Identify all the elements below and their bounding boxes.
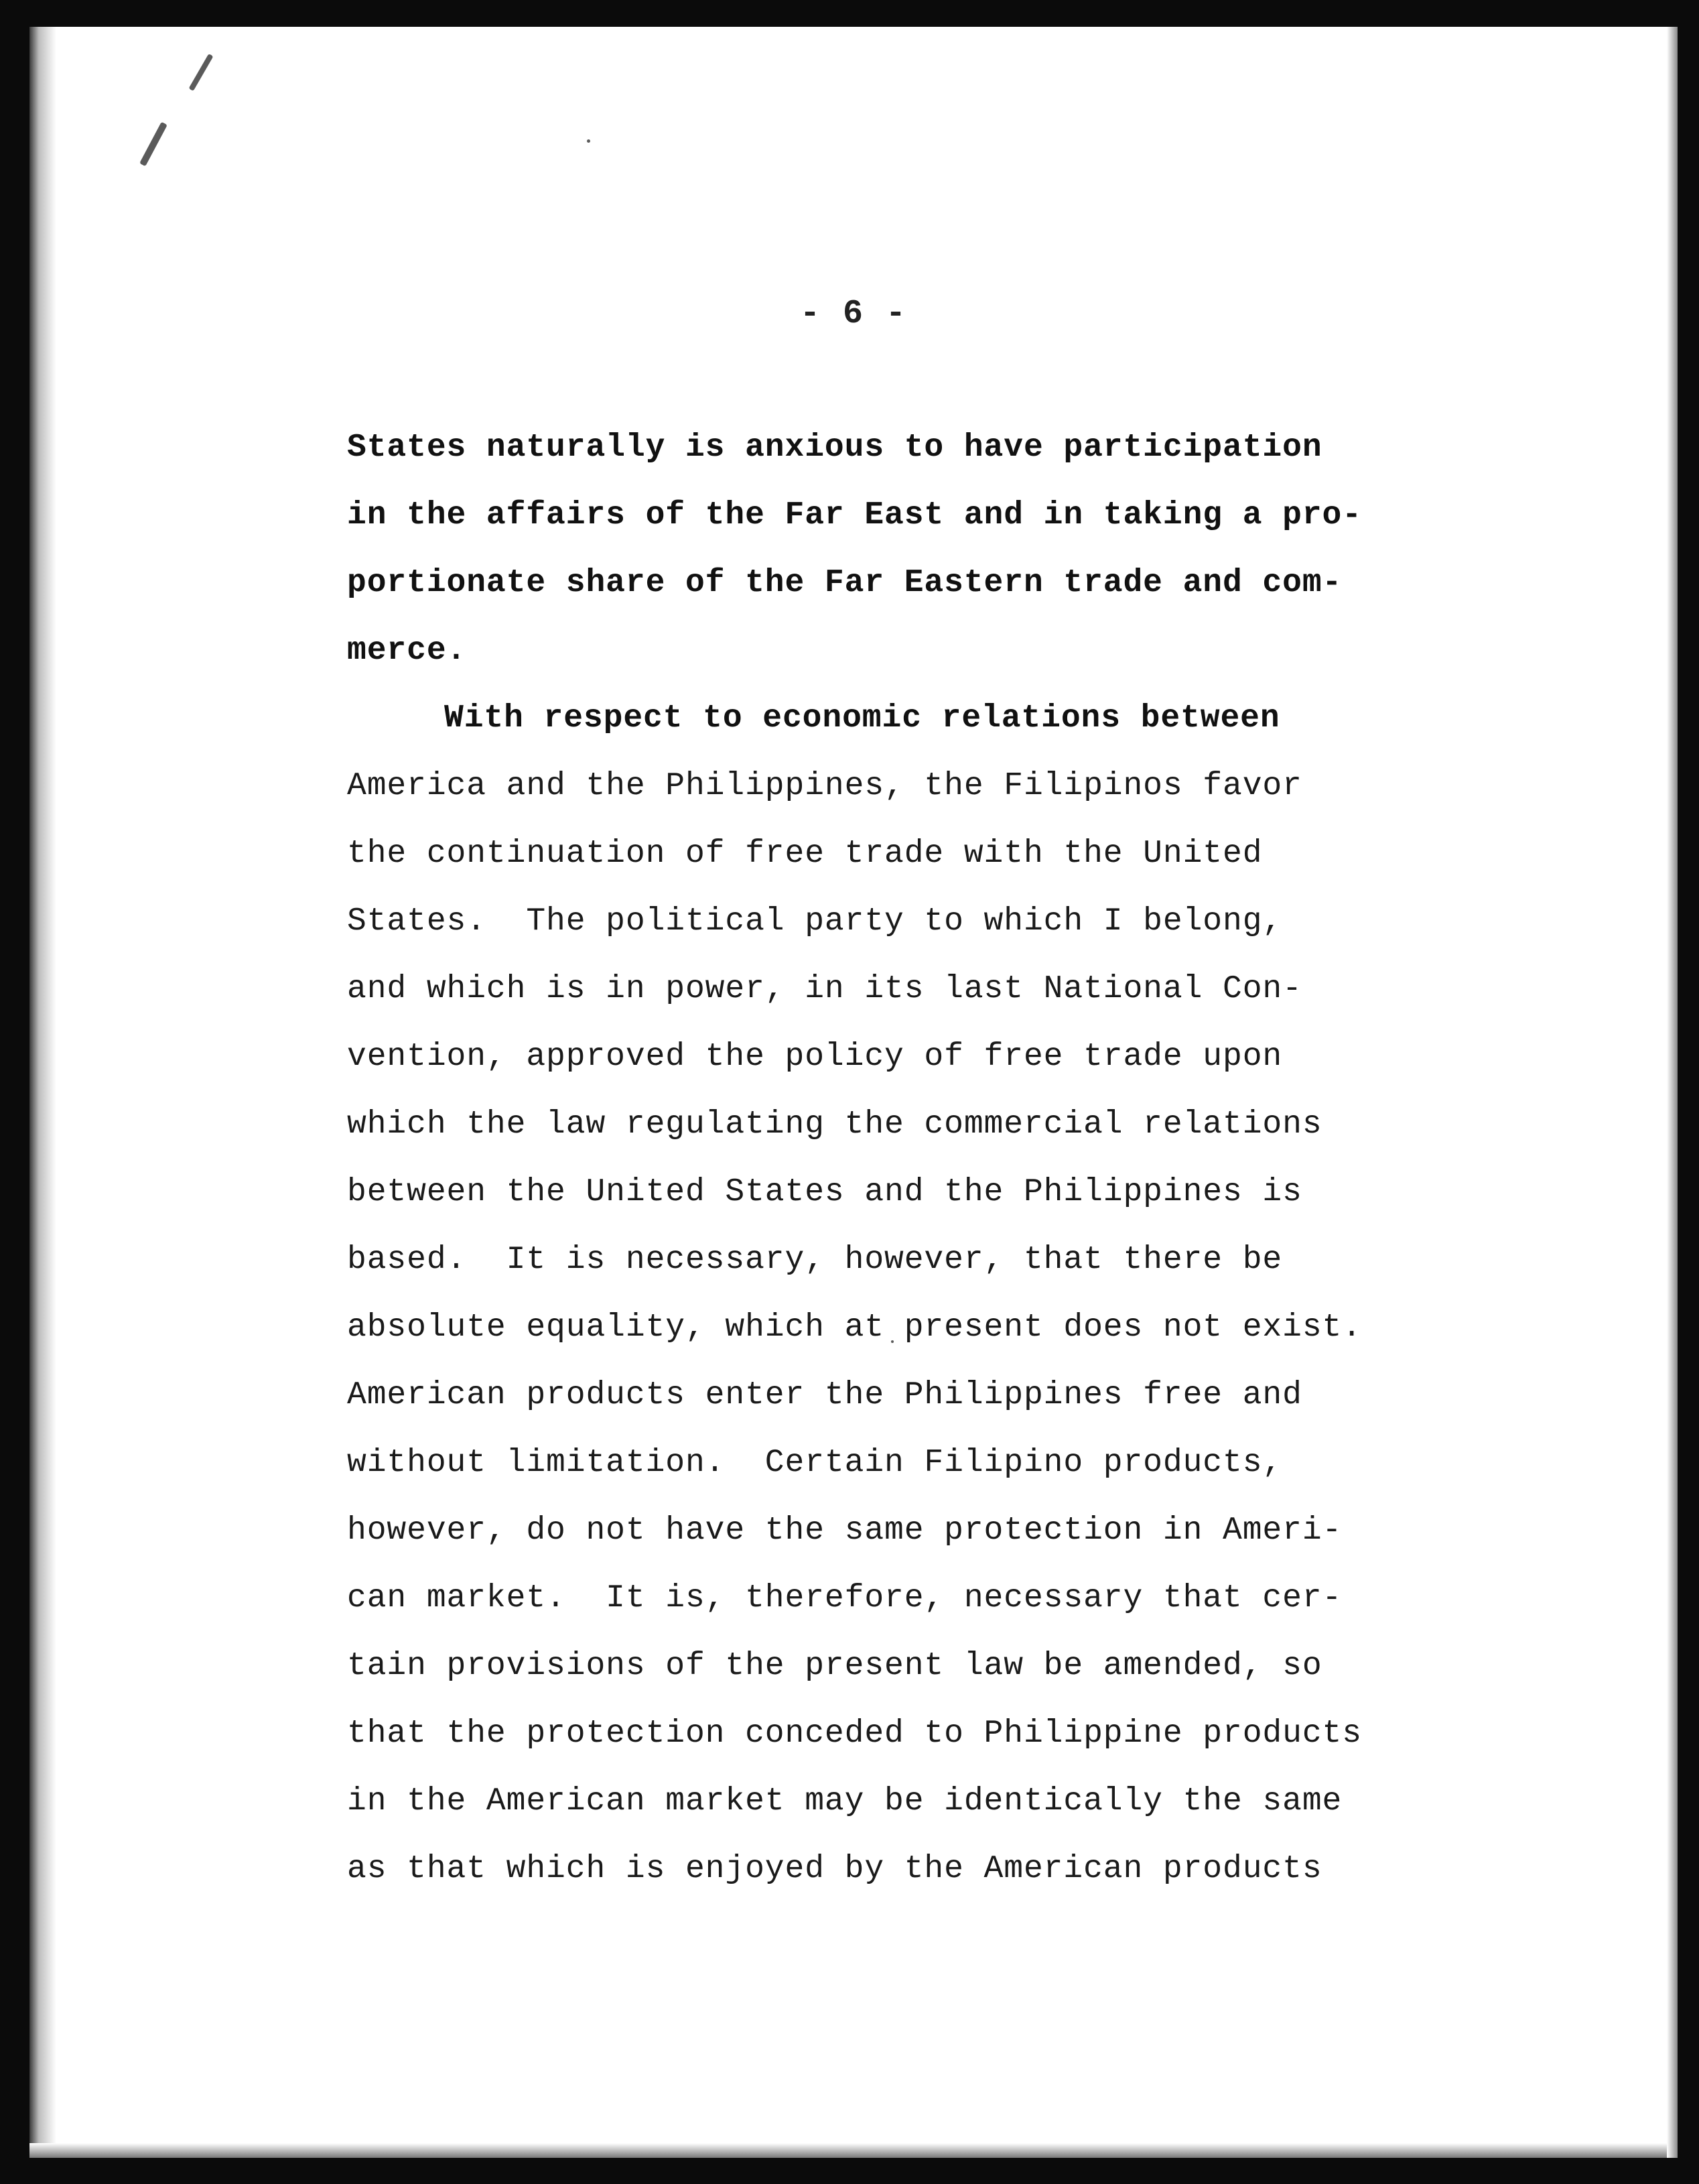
text-line: between the United States and the Philippines is (347, 1174, 1302, 1210)
ink-smudge (189, 54, 214, 91)
body-text (347, 414, 1446, 1903)
typed-page (29, 27, 1678, 2158)
text-line: absolute equality, which at present does not exist. (347, 1309, 1362, 1346)
text-line: as that which is enjoyed by the American products (347, 1851, 1322, 1887)
text-line: that the protection conceded to Philippine products (347, 1716, 1362, 1752)
ink-smudge (139, 122, 167, 167)
scan-edge-shadow (29, 2143, 1678, 2158)
text-line: can market. It is, therefore, necessary that cer- (347, 1580, 1343, 1616)
text-line: America and the Philippines, the Filipinos favor (347, 768, 1302, 804)
text-line: tain provisions of the present law be amended, so (347, 1648, 1322, 1684)
text-line: in the American market may be identically the same (347, 1783, 1343, 1819)
text-line: merce. (347, 633, 467, 669)
text-line: portionate share of the Far Eastern trade and com- (347, 565, 1343, 601)
text-line: the continuation of free trade with the United (347, 836, 1263, 872)
text-line: which the law regulating the commercial relations (347, 1106, 1322, 1143)
text-line: based. It is necessary, however, that there be (347, 1242, 1283, 1278)
text-line: States naturally is anxious to have participation (347, 430, 1322, 466)
text-line: States. The political party to which I belong, (347, 903, 1283, 940)
text-line: without limitation. Certain Filipino products, (347, 1445, 1283, 1481)
page-number: - 6 - (799, 295, 908, 333)
ink-speck (587, 139, 590, 143)
text-line: American products enter the Philippines free and (347, 1377, 1302, 1413)
text-line: however, do not have the same protection in Ameri- (347, 1513, 1343, 1549)
text-line: vention, approved the policy of free trade upon (347, 1039, 1283, 1075)
paragraph-first-line: With respect to economic relations between (444, 700, 1280, 736)
text-line: and which is in power, in its last National Con- (347, 971, 1302, 1007)
text-line: in the affairs of the Far East and in taking a pro- (347, 497, 1362, 533)
